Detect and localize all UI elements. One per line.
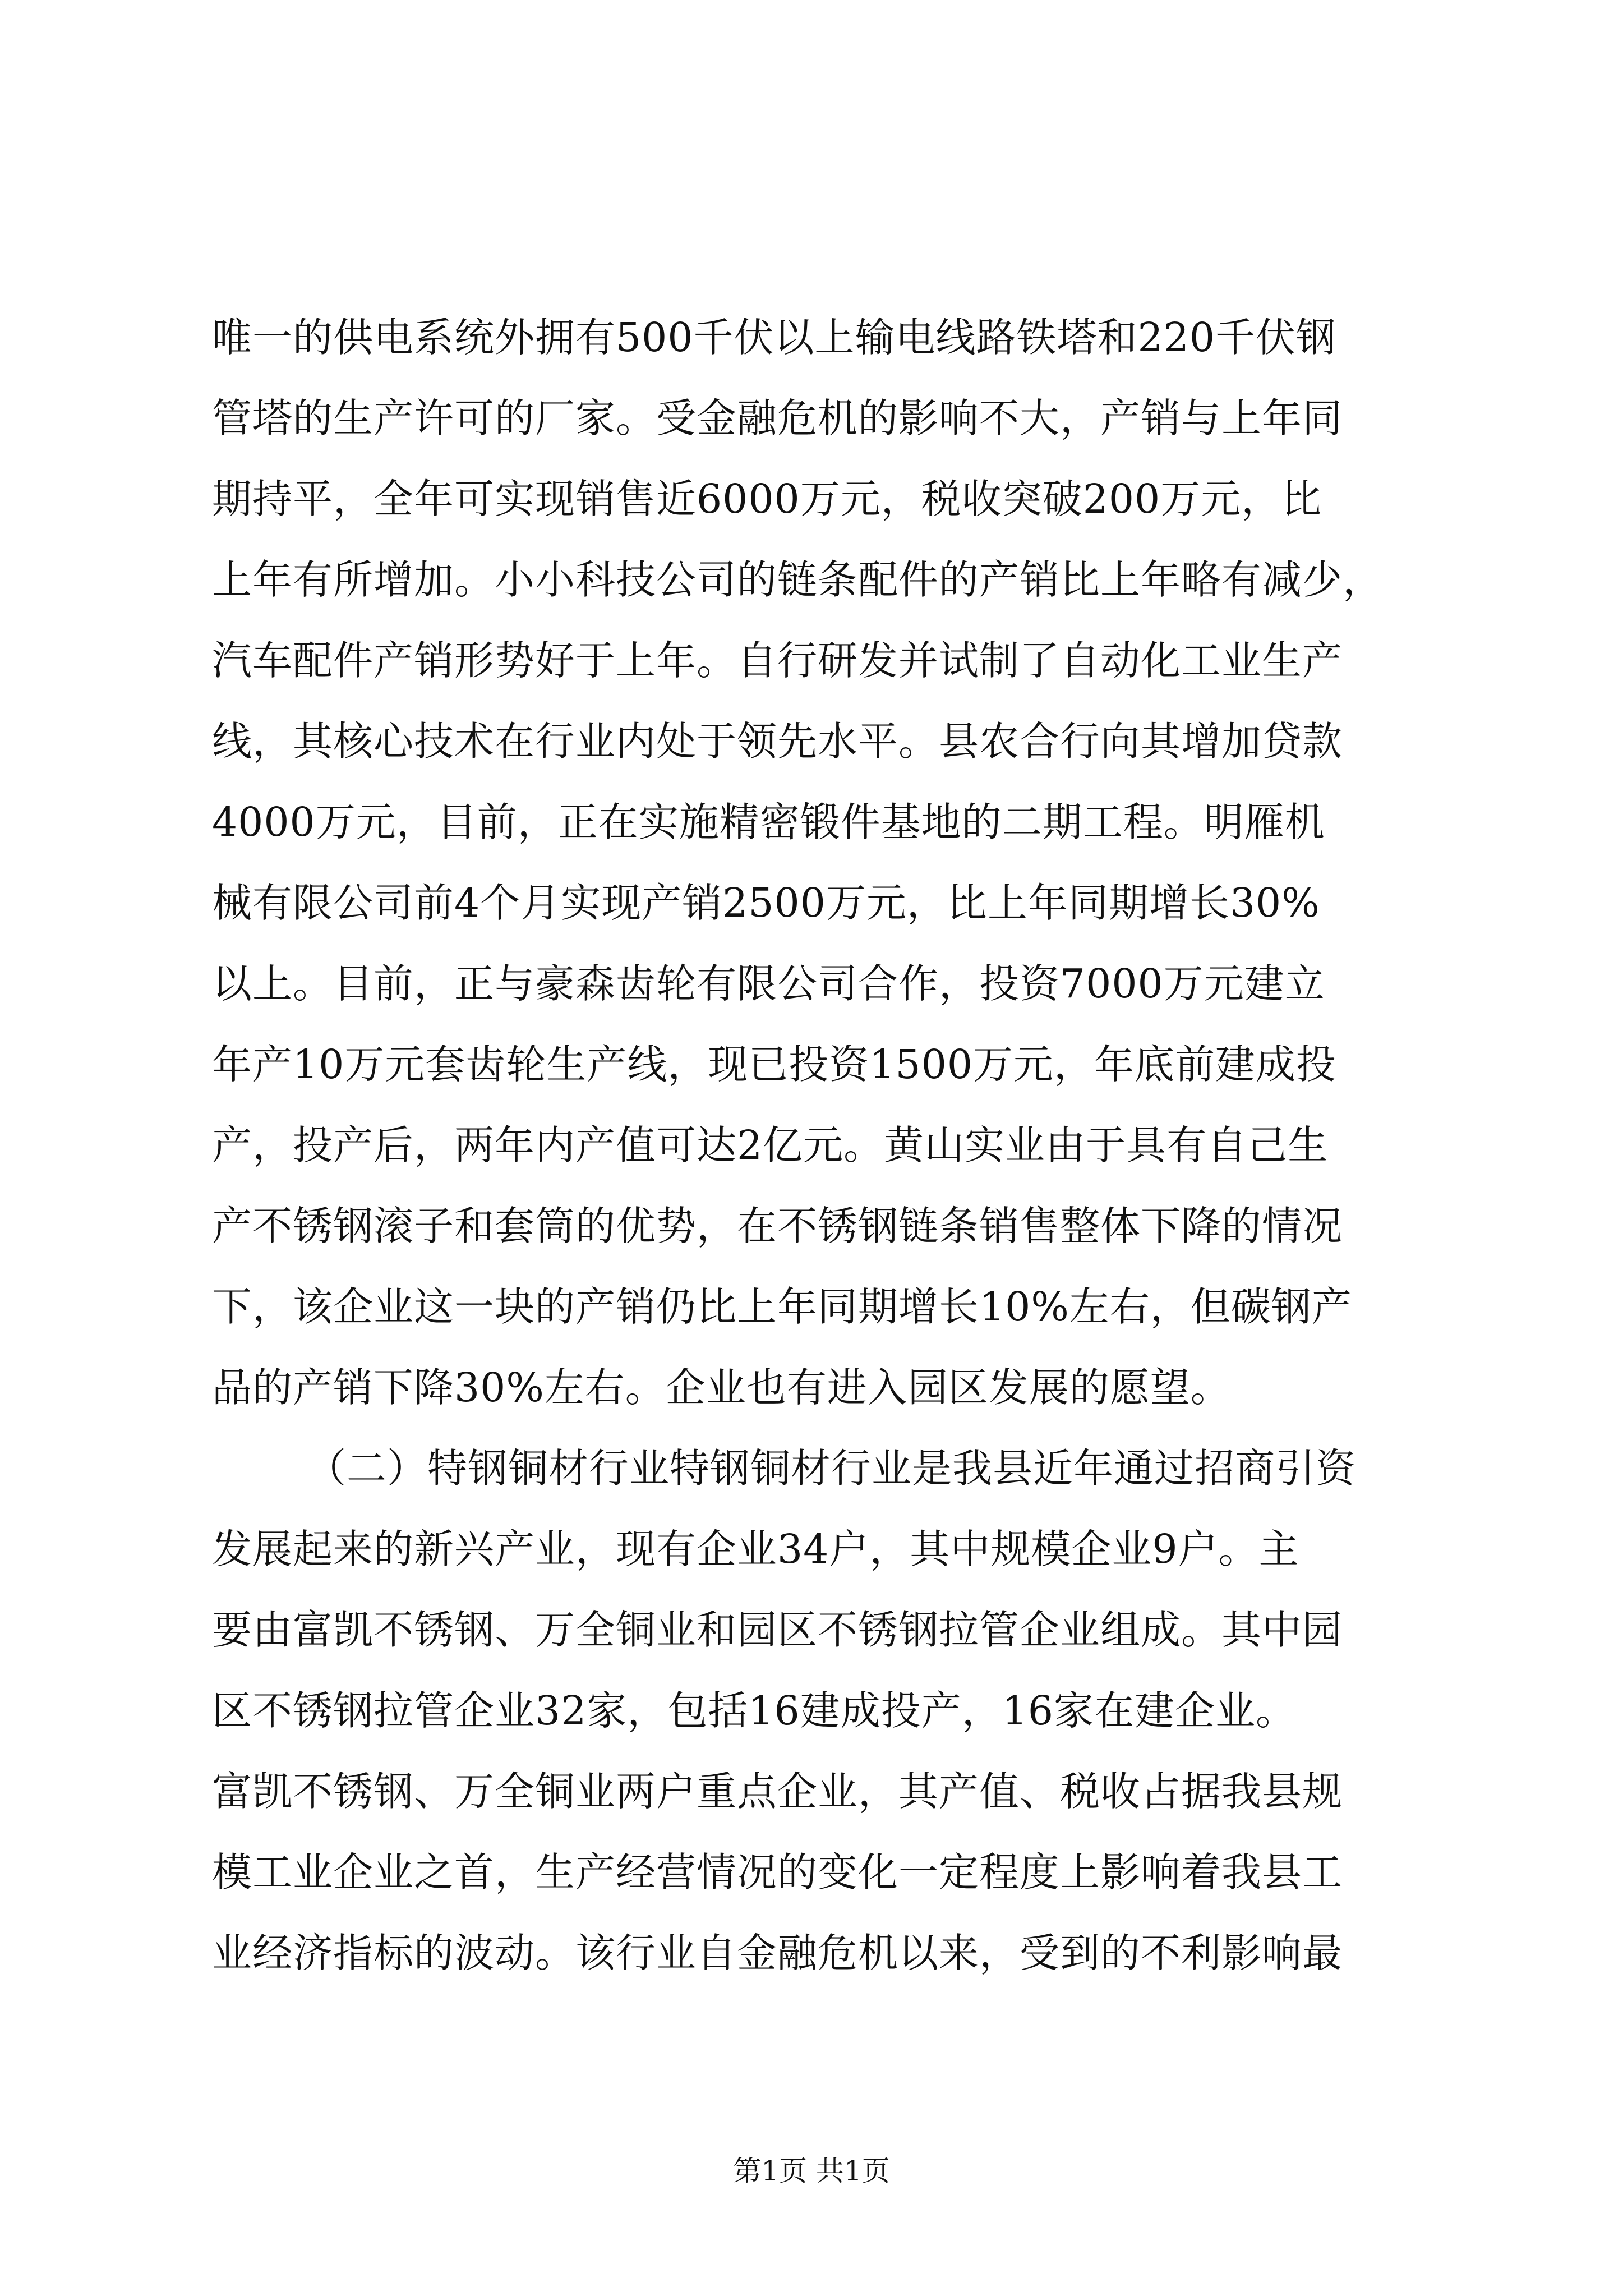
text-line: 以上。目前，正与豪森齿轮有限公司合作，投资7000万元建立 [212, 960, 1325, 1007]
text-line: 线，其核心技术在行业内处于领先水平。县农合行向其增加贷款 [212, 718, 1343, 765]
text-line: 上年有所增加。小小科技公司的链条配件的产销比上年略有减少， [212, 556, 1384, 603]
page-number-footer: 第1页 共1页 [733, 2155, 890, 2187]
text-line: 械有限公司前4个月实现产销2500万元，比上年同期增长30% [212, 880, 1320, 926]
text-line: 品的产销下降30%左右。企业也有进入园区发展的愿望。 [212, 1364, 1231, 1411]
text-line: 业经济指标的波动。该行业自金融危机以来，受到的不利影响最 [212, 1930, 1343, 1976]
text-line: 下，该企业这一块的产销仍比上年同期增长10%左右，但碳钢产 [212, 1283, 1352, 1330]
text-line: 管塔的生产许可的厂家。受金融危机的影响不大，产销与上年同 [212, 395, 1343, 441]
text-line: 发展起来的新兴产业，现有企业34户，其中规模企业9户。主 [212, 1526, 1299, 1572]
text-line: 区不锈钢拉管企业32家，包括16建成投产，16家在建企业。 [212, 1687, 1297, 1734]
text-line: 4000万元，目前，正在实施精密锻件基地的二期工程。明雁机 [212, 799, 1325, 845]
text-line: 要由富凯不锈钢、万全铜业和园区不锈钢拉管企业组成。其中园 [212, 1607, 1343, 1653]
document-body [212, 297, 1412, 1994]
text-line: 汽车配件产销形势好于上年。自行研发并试制了自动化工业生产 [212, 637, 1343, 684]
text-line: 富凯不锈钢、万全铜业两户重点企业，其产值、税收占据我县规 [212, 1768, 1343, 1815]
text-line: 期持平，全年可实现销售近6000万元，税收突破200万元，比 [212, 476, 1322, 522]
text-line: 产，投产后，两年内产值可达2亿元。黄山实业由于具有自己生 [212, 1122, 1329, 1168]
section-heading-line: （二）特钢铜材行业特钢铜材行业是我县近年通过招商引资 [306, 1445, 1357, 1492]
text-line: 唯一的供电系统外拥有500千伏以上输电线路铁塔和220千伏钢 [212, 314, 1337, 361]
text-line: 年产10万元套齿轮生产线，现已投资1500万元，年底前建成投 [212, 1041, 1337, 1088]
text-line: 产不锈钢滚子和套筒的优势，在不锈钢链条销售整体下降的情况 [212, 1203, 1343, 1249]
text-line: 模工业企业之首，生产经营情况的变化一定程度上影响着我县工 [212, 1849, 1343, 1895]
